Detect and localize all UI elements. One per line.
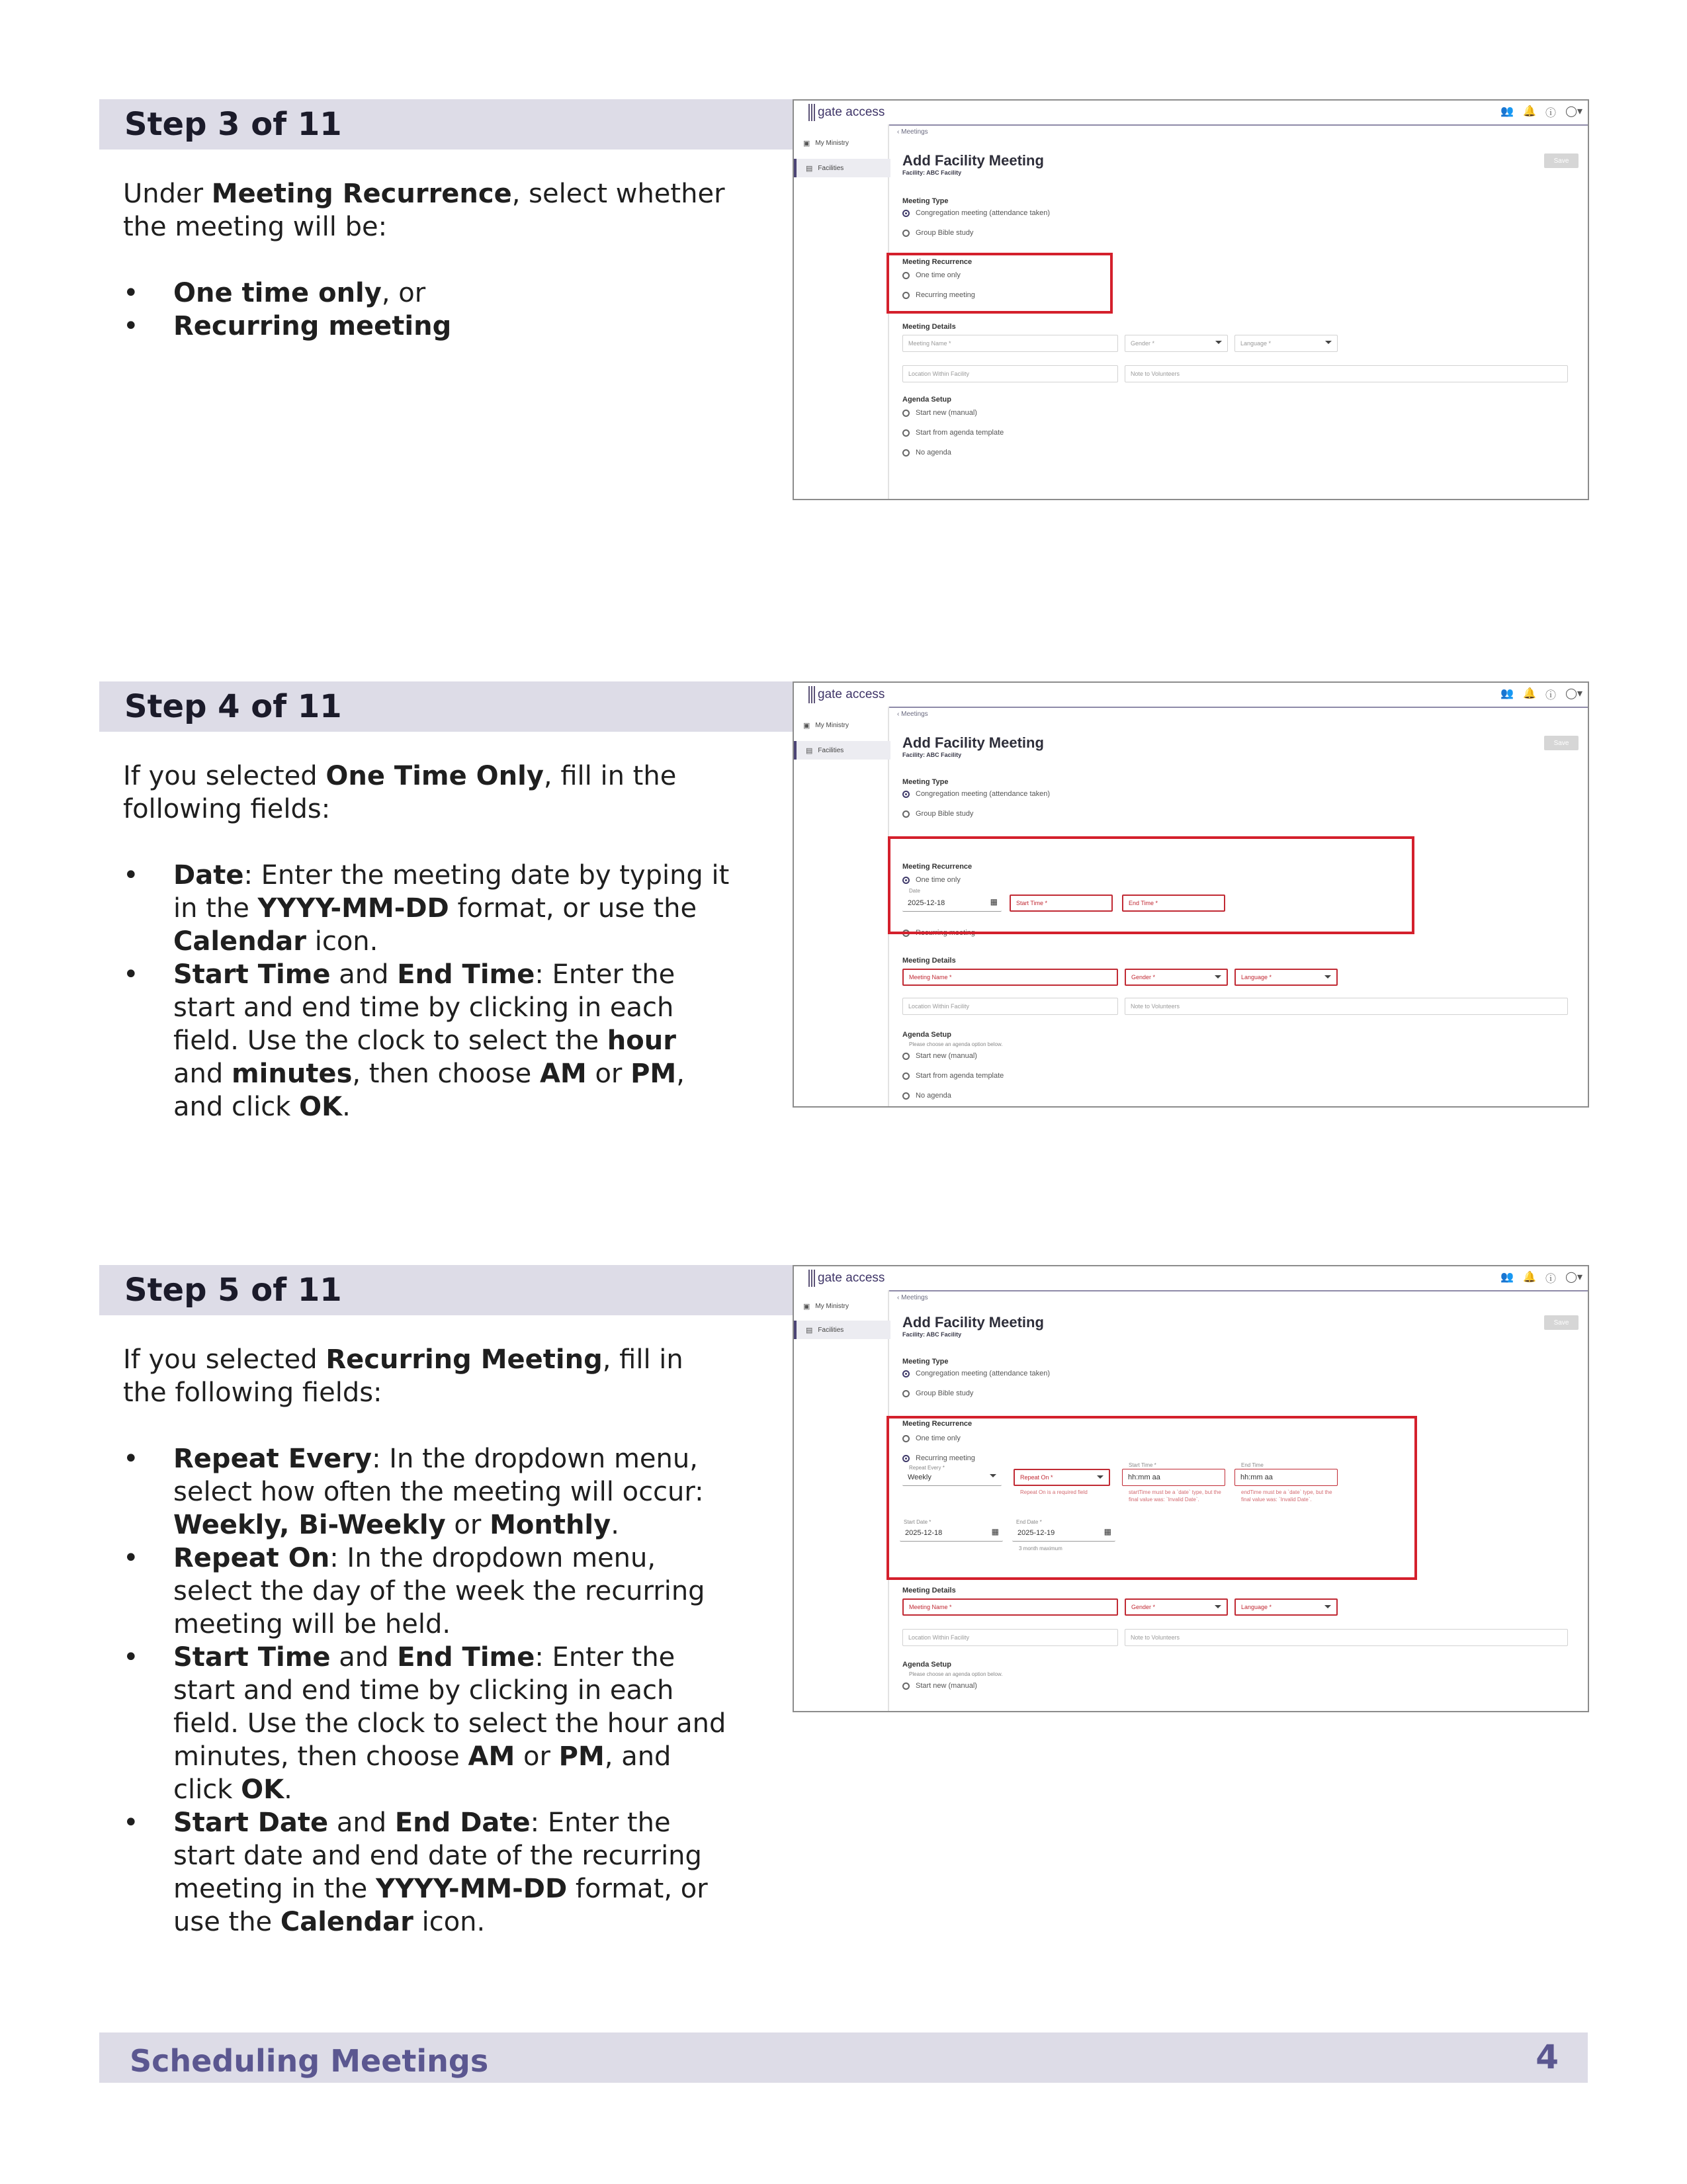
radio-one-time[interactable]: One time only <box>902 1434 961 1442</box>
save-button[interactable]: Save <box>1544 1315 1579 1330</box>
breadcrumb[interactable]: ‹ Meetings <box>897 1294 928 1301</box>
briefcase-icon: ▣ <box>803 721 810 730</box>
start-time-input[interactable]: Start Time * <box>1010 895 1113 912</box>
bullet-item: • Repeat On: In the dropdown menu, select the day of the week the recurring meeting will be held. <box>123 1543 705 1639</box>
app-topbar <box>794 101 1588 126</box>
page-title: Add Facility Meeting <box>902 1314 1044 1331</box>
highlight-box <box>888 836 1414 934</box>
app-sidebar <box>794 124 889 499</box>
app-logo: gate access <box>808 685 885 704</box>
screenshot-step-3 <box>793 99 1589 500</box>
step-title: Step 5 of 11 <box>124 1272 342 1309</box>
location-input[interactable]: Location Within Facility <box>902 998 1118 1015</box>
note-input[interactable]: Note to Volunteers <box>1125 998 1568 1015</box>
help-icon[interactable]: ⓘ <box>1545 1274 1557 1285</box>
note-input[interactable]: Note to Volunteers <box>1125 1629 1568 1646</box>
start-date-label: Start Date * <box>904 1519 931 1525</box>
end-time-error: endTime must be a `date` type, but the final value was: `Invalid Date`. <box>1241 1489 1332 1503</box>
radio-bible-study[interactable]: Group Bible study <box>902 810 973 818</box>
radio-congregation[interactable]: Congregation meeting (attendance taken) <box>902 209 1050 217</box>
avatar-icon[interactable]: ◯▾ <box>1565 688 1582 699</box>
section-label: Meeting Recurrence <box>902 258 973 266</box>
building-icon: ▤ <box>806 1326 813 1334</box>
bullet-item: • Start Time and End Time: Enter the start and end time by clicking in each field. Use the clock to select the hour and minutes, then choose AM or PM, and click OK. <box>123 959 685 1122</box>
radio-recurring[interactable]: Recurring meeting <box>902 1454 975 1462</box>
end-time-input[interactable]: hh:mm aa <box>1234 1469 1338 1486</box>
radio-bible-study[interactable]: Group Bible study <box>902 1389 973 1397</box>
step-5-header <box>99 1265 794 1315</box>
page-footer <box>99 2032 1588 2083</box>
bullet-item: • One time only, or <box>123 278 426 308</box>
date-label: Date <box>909 888 920 894</box>
intro: Under Meeting Recurrence, select whether the meeting will be: <box>123 179 725 242</box>
save-button[interactable]: Save <box>1544 736 1579 750</box>
bullet-item: • Start Date and End Date: Enter the start date and end date of the recurring meeting in the YYYY-MM-DD format, or use the Calendar icon. <box>123 1808 708 1937</box>
radio-bible-study[interactable]: Group Bible study <box>902 229 973 237</box>
radio-one-time[interactable]: One time only <box>902 876 961 884</box>
bullet-item: • Recurring meeting <box>123 311 452 341</box>
meeting-name-input[interactable]: Meeting Name * <box>902 1598 1118 1616</box>
sidebar-item-facilities[interactable]: ▤ Facilities <box>794 159 890 177</box>
step-3-header <box>99 99 794 150</box>
radio-congregation[interactable]: Congregation meeting (attendance taken) <box>902 1370 1050 1377</box>
radio-agenda-template[interactable]: Start from agenda template <box>902 429 1004 437</box>
section-label: Meeting Recurrence <box>902 863 973 871</box>
repeat-on-select[interactable]: Repeat On * <box>1014 1469 1110 1486</box>
help-icon[interactable]: ⓘ <box>1545 690 1557 701</box>
sidebar-item-my-ministry[interactable]: ▣ My Ministry <box>803 1302 849 1311</box>
step-3-instructions <box>123 177 732 343</box>
avatar-icon[interactable]: ◯▾ <box>1565 106 1582 117</box>
bell-icon[interactable]: 🔔 <box>1523 1272 1537 1283</box>
screenshot-step-5 <box>793 1265 1589 1712</box>
meeting-name-input[interactable]: Meeting Name * <box>902 335 1118 352</box>
facility-label: Facility: ABC Facility <box>902 752 962 758</box>
section-label: Meeting Details <box>902 323 956 331</box>
section-label: Agenda Setup <box>902 1031 951 1039</box>
start-time-error: startTime must be a `date` type, but the final value was: `Invalid Date`. <box>1129 1489 1221 1503</box>
section-label: Meeting Type <box>902 1358 949 1366</box>
section-label: Agenda Setup <box>902 1661 951 1669</box>
radio-recurring[interactable]: Recurring meeting <box>902 929 975 937</box>
section-label: Meeting Details <box>902 957 956 965</box>
radio-no-agenda[interactable]: No agenda <box>902 1092 951 1100</box>
gender-select[interactable]: Gender * <box>1125 335 1228 352</box>
step-4-instructions <box>123 760 732 1123</box>
highlight-box <box>887 253 1113 314</box>
briefcase-icon: ▣ <box>803 139 810 148</box>
section-label: Meeting Recurrence <box>902 1420 973 1428</box>
language-select[interactable]: Language * <box>1234 969 1338 986</box>
building-icon: ▤ <box>806 164 813 173</box>
start-time-input[interactable]: hh:mm aa <box>1122 1469 1225 1486</box>
bullet-item: • Date: Enter the meeting date by typing it in the YYYY-MM-DD format, or use the Calendar icon. <box>123 860 730 957</box>
page-number: 4 <box>1536 2038 1559 2076</box>
meeting-name-input[interactable]: Meeting Name * <box>902 969 1118 986</box>
bell-icon[interactable]: 🔔 <box>1523 106 1537 117</box>
step-4-header <box>99 681 794 732</box>
bullet-item: • Repeat Every: In the dropdown menu, select how often the meeting will occur: Weekly, Bi-Weekly or Monthly. <box>123 1444 704 1540</box>
radio-agenda-new[interactable]: Start new (manual) <box>902 1682 977 1690</box>
location-input[interactable]: Location Within Facility <box>902 1629 1118 1646</box>
repeat-every-select[interactable]: Weekly <box>902 1469 1002 1486</box>
calendar-icon: ▦ <box>990 897 998 906</box>
repeat-on-error: Repeat On is a required field <box>1020 1489 1088 1495</box>
bullet-item: • Start Time and End Time: Enter the start and end time by clicking in each field. Use the clock to select the hour and minutes, then choose AM or PM, and click OK. <box>123 1642 726 1805</box>
end-date-input[interactable]: 2025-12-19 ▦ <box>1012 1524 1115 1542</box>
step-title: Step 4 of 11 <box>124 688 342 725</box>
radio-one-time[interactable]: One time only <box>902 271 961 279</box>
location-input[interactable]: Location Within Facility <box>902 365 1118 382</box>
repeat-every-label: Repeat Every * <box>909 1465 945 1471</box>
language-select[interactable]: Language * <box>1234 1598 1338 1616</box>
users-icon[interactable]: 👥 <box>1500 106 1514 117</box>
radio-no-agenda[interactable]: No agenda <box>902 449 951 457</box>
facility-label: Facility: ABC Facility <box>902 1331 962 1338</box>
app-logo: gate access <box>808 1269 885 1288</box>
start-time-label: Start Time * <box>1129 1462 1156 1468</box>
max-hint: 3 month maximum <box>1019 1546 1062 1551</box>
page-title: Add Facility Meeting <box>902 734 1044 751</box>
section-label: Meeting Type <box>902 778 949 786</box>
end-time-input[interactable]: End Time * <box>1122 895 1225 912</box>
sidebar-item-facilities[interactable]: ▤ Facilities <box>794 741 890 760</box>
radio-agenda-new[interactable]: Start new (manual) <box>902 409 977 417</box>
radio-recurring[interactable]: Recurring meeting <box>902 291 975 299</box>
intro: If you selected Recurring Meeting, fill in the following fields: <box>123 1344 683 1408</box>
calendar-icon: ▦ <box>1103 1527 1111 1536</box>
section-label: Meeting Type <box>902 197 949 205</box>
app-logo: gate access <box>808 103 885 122</box>
date-input[interactable]: 2025-12-18 ▦ <box>902 895 1002 912</box>
breadcrumb[interactable]: ‹ Meetings <box>897 128 928 136</box>
sidebar-item-facilities[interactable]: ▤ Facilities <box>794 1321 890 1339</box>
radio-agenda-new[interactable]: Start new (manual) <box>902 1052 977 1060</box>
radio-agenda-template[interactable]: Start from agenda template <box>902 1072 1004 1080</box>
sidebar-item-my-ministry[interactable]: ▣ My Ministry <box>803 139 849 148</box>
sidebar-item-my-ministry[interactable]: ▣ My Ministry <box>803 721 849 730</box>
building-icon: ▤ <box>806 746 813 755</box>
start-date-input[interactable]: 2025-12-18 ▦ <box>900 1524 1003 1542</box>
footer-title: Scheduling Meetings <box>130 2043 489 2079</box>
breadcrumb[interactable]: ‹ Meetings <box>897 711 928 718</box>
page-title: Add Facility Meeting <box>902 152 1044 169</box>
end-time-label: End Time <box>1241 1462 1264 1468</box>
gender-select[interactable]: Gender * <box>1125 969 1228 986</box>
radio-congregation[interactable]: Congregation meeting (attendance taken) <box>902 790 1050 798</box>
note-input[interactable]: Note to Volunteers <box>1125 365 1568 382</box>
screenshot-step-4 <box>793 681 1589 1108</box>
calendar-icon: ▦ <box>991 1527 999 1536</box>
language-select[interactable]: Language * <box>1234 335 1338 352</box>
highlight-box <box>887 1416 1417 1580</box>
section-label: Meeting Details <box>902 1587 956 1594</box>
bell-icon[interactable]: 🔔 <box>1523 688 1537 699</box>
help-icon[interactable]: ⓘ <box>1545 108 1557 119</box>
briefcase-icon: ▣ <box>803 1302 810 1311</box>
end-date-label: End Date * <box>1016 1519 1042 1525</box>
users-icon[interactable]: 👥 <box>1500 688 1514 699</box>
save-button[interactable]: Save <box>1544 153 1579 168</box>
facility-label: Facility: ABC Facility <box>902 169 962 176</box>
intro: If you selected One Time Only, fill in the following fields: <box>123 761 677 824</box>
section-label: Agenda Setup <box>902 396 951 404</box>
gender-select[interactable]: Gender * <box>1125 1598 1228 1616</box>
step-5-instructions <box>123 1343 732 1939</box>
avatar-icon[interactable]: ◯▾ <box>1565 1272 1582 1283</box>
agenda-hint: Please choose an agenda option below. <box>909 1671 1003 1677</box>
users-icon[interactable]: 👥 <box>1500 1272 1514 1283</box>
agenda-hint: Please choose an agenda option below. <box>909 1041 1003 1047</box>
step-title: Step 3 of 11 <box>124 106 342 143</box>
